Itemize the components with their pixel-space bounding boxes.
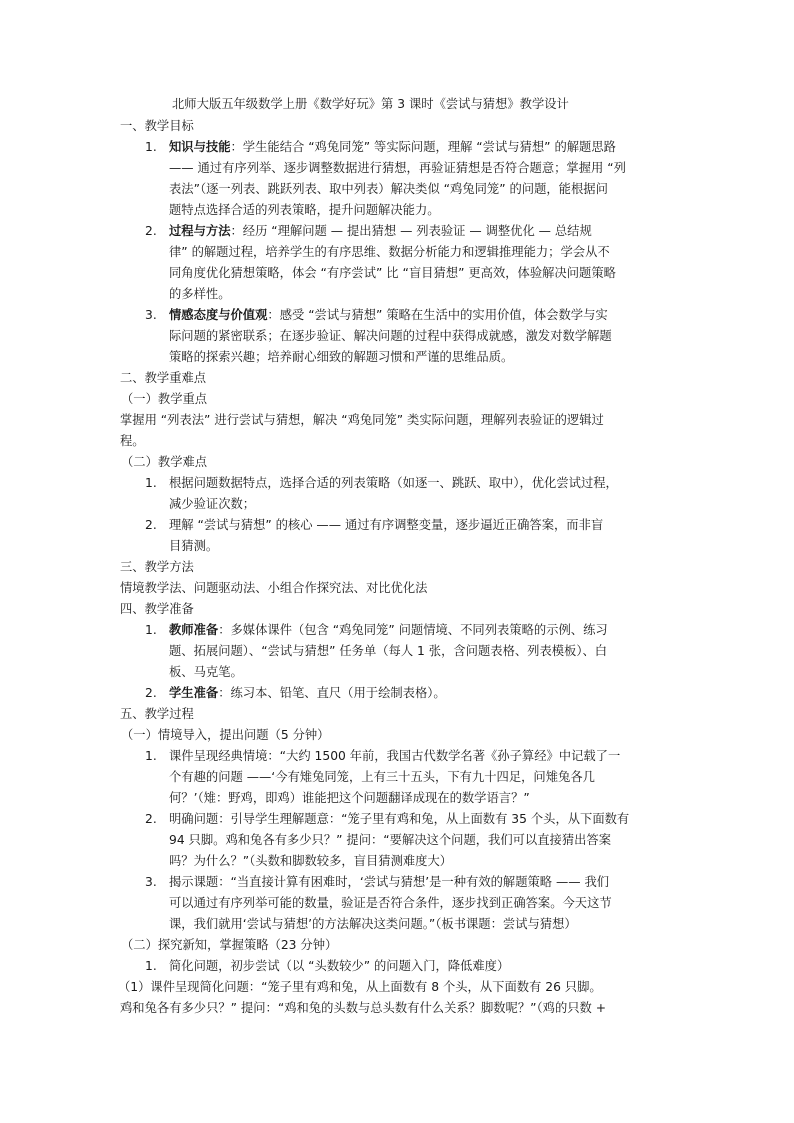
list-item-line: 知识与技能：学生能结合 “鸡兔同笼” 等实际问题，理解 “尝试与猜想” 的解题思路 — [169, 140, 616, 154]
list-item-line: 个有趣的问题 ——‘今有雉兔同笼，上有三十五头，下有九十四足，问雉兔各几 — [169, 770, 595, 784]
list-item-line: 同角度优化猜想策略，体会 “有序尝试” 比 “盲目猜想” 更高效，体验解决问题策略 — [169, 266, 616, 280]
list-item-line: 策略的探索兴趣；培养耐心细致的解题习惯和严谨的思维品质。 — [169, 350, 514, 364]
list-number: 2. — [145, 518, 157, 532]
list-item-line: 律” 的解题过程，培养学生的有序思维、数据分析能力和逻辑推理能力；学会从不 — [169, 245, 610, 259]
list-item-line: 揭示课题：“当直接计算有困难时，‘尝试与猜想’是一种有效的解题策略 —— 我们 — [169, 875, 610, 889]
list-item-line: 根据问题数据特点，选择合适的列表策略（如逐一、跳跃、取中），优化尝试过程， — [169, 476, 618, 490]
subsection-heading: （二）教学难点 — [121, 455, 208, 469]
list-item-line: 课件呈现经典情境：“大约 1500 年前，我国古代数学名著《孙子算经》中记载了一 — [169, 749, 621, 763]
paragraph-line: 情境教学法、问题驱动法、小组合作探究法、对比优化法 — [120, 581, 428, 595]
list-item-line: 何？’（雉：野鸡，即鸡）谁能把这个问题翻译成现在的数学语言？” — [169, 791, 530, 805]
list-item-line: 表法”（逐一列表、跳跃列表、取中列表）解决类似 “鸡兔同笼” 的问题，能根据问 — [169, 182, 608, 196]
list-item-line: 减少验证次数； — [169, 497, 256, 511]
list-item-line: 题、拓展问题）、“尝试与猜想” 任务单（每人 1 张，含问题表格、列表模板）、白 — [169, 644, 608, 658]
section-heading-key-points: 二、教学重难点 — [120, 371, 207, 385]
item-label: 学生准备 — [169, 686, 219, 700]
paragraph-line: 掌握用 “列表法” 进行尝试与猜想，解决 “鸡兔同笼” 类实际问题，理解列表验证的逻辑过 — [120, 413, 604, 427]
item-label: 过程与方法 — [169, 224, 231, 238]
list-number: 2. — [145, 686, 157, 700]
item-label: 知识与技能 — [169, 140, 231, 154]
list-item-line: 94 只脚。鸡和兔各有多少只？” 提问：“要解决这个问题，我们可以直接猜出答案 — [169, 833, 612, 847]
section-heading-objectives: 一、教学目标 — [120, 119, 194, 133]
list-item-line: 板、马克笔。 — [169, 665, 243, 679]
list-number: 2. — [145, 812, 157, 826]
list-item-line: 吗？为什么？”（头数和脚数较多，盲目猜测难度大） — [169, 854, 453, 868]
paragraph-line: 鸡和兔各有多少只？” 提问：“鸡和兔的头数与总头数有什么关系？脚数呢？”（鸡的只数 + — [120, 1001, 607, 1015]
item-label: 教师准备 — [169, 623, 219, 637]
subsection-heading: （二）探究新知，掌握策略（23 分钟） — [121, 938, 338, 952]
list-item-line: 的多样性。 — [169, 287, 231, 301]
list-number: 1. — [145, 959, 157, 973]
list-number: 3. — [145, 875, 157, 889]
list-item-line: 可以通过有序列举可能的数量，验证是否符合条件，逐步找到正确答案。今天这节 — [169, 896, 612, 910]
document-title: 北师大版五年级数学上册《数学好玩》第 3 课时《尝试与猜想》教学设计 — [172, 97, 569, 111]
paragraph-line: （1）课件呈现简化问题：“笼子里有鸡和兔，从上面数有 8 个头，从下面数有 26 只脚。 — [118, 980, 602, 994]
list-item-line: 过程与方法：经历 “理解问题 — 提出猜想 — 列表验证 — 调整优化 — 总结规 — [169, 224, 592, 238]
list-item-line: 际问题的紧密联系；在逐步验证、解决问题的过程中获得成就感，激发对数学解题 — [169, 329, 612, 343]
item-label: 情感态度与价值观 — [169, 308, 268, 322]
list-item-line: 简化问题，初步尝试（以 “头数较少” 的问题入门，降低难度） — [169, 959, 510, 973]
list-number: 3. — [145, 308, 157, 322]
list-item-line: 明确问题：引导学生理解题意：“笼子里有鸡和兔，从上面数有 35 个头，从下面数有 — [169, 812, 630, 826]
list-item-line: 情感态度与价值观：感受 “尝试与猜想” 策略在生活中的实用价值，体会数学与实 — [169, 308, 608, 322]
list-item-line: 理解 “尝试与猜想” 的核心 —— 通过有序调整变量，逐步逼近正确答案，而非盲 — [169, 518, 604, 532]
section-heading-preparation: 四、教学准备 — [120, 602, 194, 616]
section-heading-process: 五、教学过程 — [120, 707, 194, 721]
list-item-line: 目猜测。 — [169, 539, 219, 553]
list-item-line: 题特点选择合适的列表策略，提升问题解决能力。 — [169, 203, 440, 217]
list-number: 1. — [145, 476, 157, 490]
paragraph-line: 程。 — [120, 434, 145, 448]
subsection-heading: （一）情境导入，提出问题（5 分钟） — [121, 728, 330, 742]
list-number: 1. — [145, 140, 157, 154]
subsection-heading: （一）教学重点 — [121, 392, 208, 406]
section-heading-methods: 三、教学方法 — [120, 560, 194, 574]
list-number: 1. — [145, 749, 157, 763]
list-number: 2. — [145, 224, 157, 238]
list-item-line: 教师准备：多媒体课件（包含 “鸡兔同笼” 问题情境、不同列表策略的示例、练习 — [169, 623, 608, 637]
list-item-line: 学生准备：练习本、铅笔、直尺（用于绘制表格）。 — [169, 686, 446, 700]
list-number: 1. — [145, 623, 157, 637]
list-item-line: —— 通过有序列举、逐步调整数据进行猜想，再验证猜想是否符合题意；掌握用 “列 — [169, 161, 626, 175]
list-item-line: 课，我们就用‘尝试与猜想’的方法解决这类问题。”（板书课题：尝试与猜想） — [169, 917, 577, 931]
